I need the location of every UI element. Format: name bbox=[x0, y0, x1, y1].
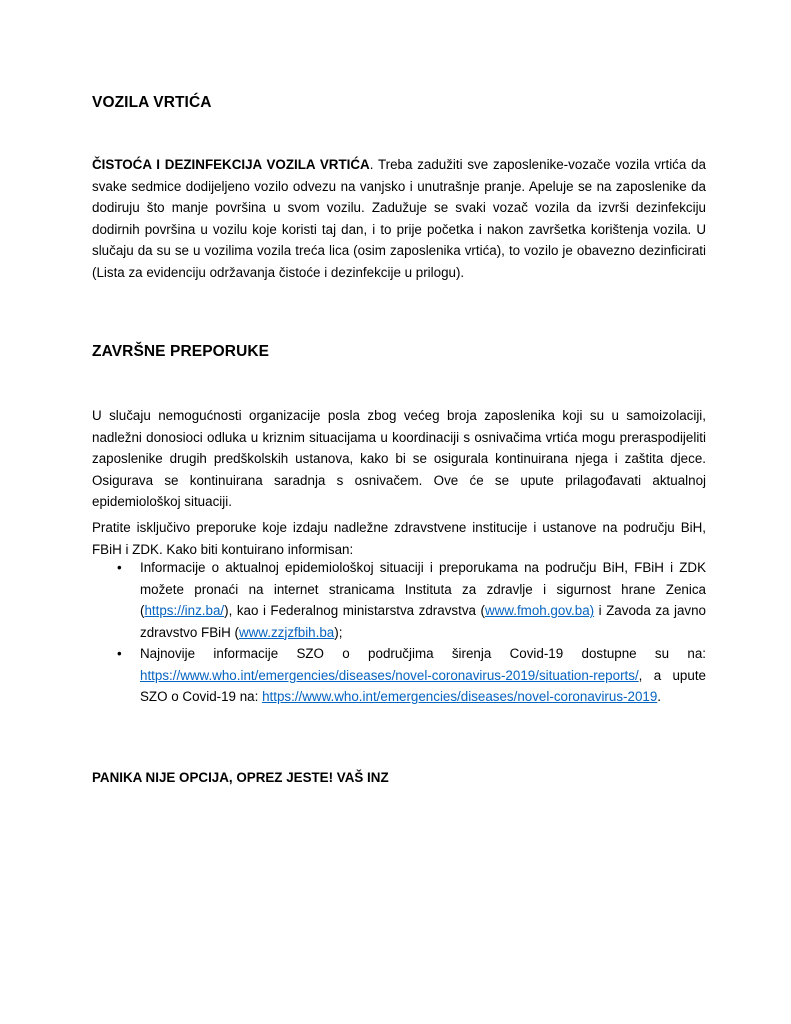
list-text: Najnovije informacije SZO o područjima širenja Covid-19 dostupne su na: bbox=[140, 646, 706, 661]
list-item bbox=[92, 557, 706, 643]
zzjzfbih-link[interactable]: www.zzjzfbih.ba bbox=[238, 624, 335, 640]
list-item bbox=[92, 643, 706, 708]
section-title-recommendations: ZAVRŠNE PREPORUKE bbox=[92, 343, 270, 360]
section-title-vehicles: VOZILA VRTIĆA bbox=[92, 94, 212, 111]
recommendations-paragraph: U slučaju nemogućnosti organizacije posla zbog većeg broja zaposlenika koji su u samoizolaciji, nadležni donosioci odluka u kriznim situacijama u koordinaciji s osnivačima vrtića mogu preraspodijeliti zaposlenike drugih predškolskih ustanova, kako bi se osigurala kontinuirana njega i zaštita djece. Osigurava se kontinuirana saradnja s osnivačem. Ove će se upute prilagođavati aktualnoj epidemiološkoj situaciji. bbox=[92, 408, 706, 509]
paragraph-lead: ČISTOĆA I DEZINFEKCIJA VOZILA VRTIĆA bbox=[92, 157, 370, 172]
bullet-icon: • bbox=[117, 646, 122, 661]
list-text: . bbox=[657, 689, 662, 704]
list-text: , a upute SZO o Covid-19 na: bbox=[140, 667, 706, 704]
bullet-icon: • bbox=[117, 560, 122, 575]
fmoh-link[interactable]: www.fmoh.gov.ba) bbox=[484, 603, 595, 618]
who-situation-reports-link[interactable]: https://www.who.int/emergencies/diseases/novel-coronavirus-2019/situation-reports/ bbox=[140, 667, 639, 683]
list-text: Informacije o aktualnoj epidemiološkoj situaciji i preporukama na području BiH, FBiH i ZDK možete pronaći na internet stranicama Instituta za zdravlje i sigurnost hrane Zenica ( bbox=[140, 560, 706, 618]
vehicle-cleaning-paragraph bbox=[92, 154, 706, 283]
list-text: i Zavoda za javno zdravstvo FBiH ( bbox=[140, 603, 706, 640]
who-covid-link[interactable]: https://www.who.int/emergencies/diseases/novel-coronavirus-2019 bbox=[262, 689, 658, 704]
list-text: ), kao i Federalnog ministarstva zdravstva ( bbox=[224, 603, 485, 618]
sources-list bbox=[92, 557, 706, 708]
inz-link[interactable]: https://inz.ba/ bbox=[144, 603, 225, 618]
information-sources-paragraph: Pratite isključivo preporuke koje izdaju nadležne zdravstvene institucije i ustanove na području BiH, FBiH i ZDK. Kako biti kontuirano informisan: bbox=[92, 520, 706, 557]
paragraph-text: . Treba zadužiti sve zaposlenike-vozače vozila vrtića da svake sedmice dodijeljeno vozilo odvezu na vanjsko i unutrašnje pranje. Apeluje se na zaposlenike da dodiruju što manje površina u svom vozilu. Zadužuje se svaki vozač vozila da izvrši dezinfekciju dodirnih površina u vozilu koje koristi taj dan, i to prije početka i nakon završetka korištenja vozila. U slučaju da su se u vozilima vozila treća lica (osim zaposlenika vrtića), to vozilo je obavezno dezinficirati (Lista za evidenciju održavanja čistoće i dezinfekcije u prilogu). bbox=[92, 157, 706, 280]
closing-statement: PANIKA NIJE OPCIJA, OPREZ JESTE! VAŠ INZ bbox=[92, 770, 389, 785]
list-text: ); bbox=[334, 624, 343, 640]
